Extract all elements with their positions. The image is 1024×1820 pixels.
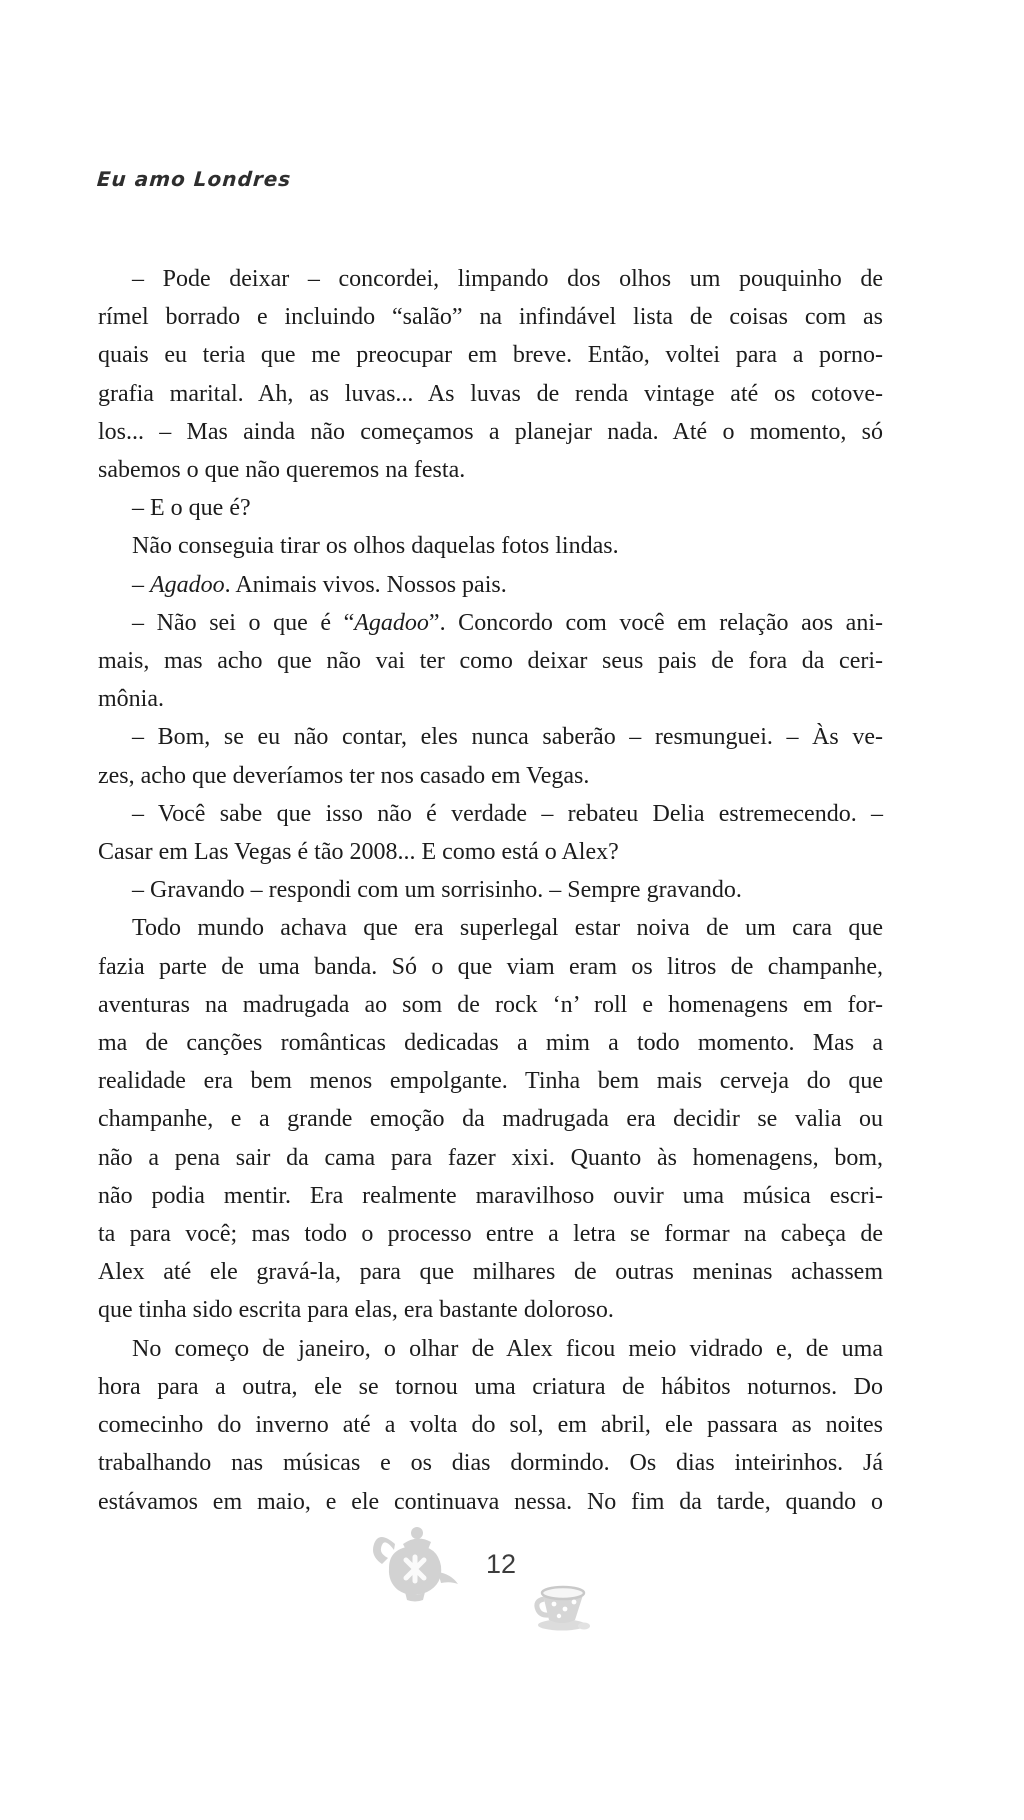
running-header-book-title: Eu amo Londres <box>96 167 293 191</box>
paragraph <box>98 909 883 1329</box>
text-line: Todo mundo achava que era superlegal estar noiva de um cara que <box>132 915 883 942</box>
text-line: sabemos o que não queremos na festa. <box>98 457 466 484</box>
paragraph <box>98 260 883 489</box>
text-line: hora para a outra, ele se tornou uma criatura de hábitos noturnos. Do <box>98 1373 883 1400</box>
text-line: los... – Mas ainda não começamos a planejar nada. Até o momento, só <box>98 418 883 445</box>
text-line: mais, mas acho que não vai ter como deixar seus pais de fora da ceri- <box>98 648 883 675</box>
text-line: – Não sei o que é “Agadoo”. Concordo com você em relação aos ani- <box>132 609 883 636</box>
paragraph <box>98 527 883 565</box>
text-line: mônia. <box>98 686 164 713</box>
paragraph <box>98 871 883 909</box>
text-line: realidade era bem menos empolgante. Tinha bem mais cerveja do que <box>98 1068 883 1095</box>
paragraph <box>98 718 883 794</box>
text-line: Não conseguia tirar os olhos daquelas fotos lindas. <box>132 533 619 560</box>
body-text <box>98 260 883 1521</box>
text-line: – Bom, se eu não contar, eles nunca saberão – resmunguei. – Às ve- <box>132 724 883 751</box>
text-line: No começo de janeiro, o olhar de Alex ficou meio vidrado e, de uma <box>132 1335 883 1362</box>
text-line: – Agadoo. Animais vivos. Nossos pais. <box>132 571 507 598</box>
paragraph <box>98 489 883 527</box>
text-line: trabalhando nas músicas e os dias dormindo. Os dias inteirinhos. Já <box>98 1450 883 1477</box>
text-line: Alex até ele gravá-la, para que milhares de outras meninas achassem <box>98 1259 883 1286</box>
text-line: não a pena sair da cama para fazer xixi. Quanto às homenagens, bom, <box>98 1144 883 1171</box>
text-line: grafia marital. Ah, as luvas... As luvas de renda vintage até os cotove- <box>98 380 883 407</box>
text-line: – Pode deixar – concordei, limpando dos olhos um pouquinho de <box>132 266 883 292</box>
text-line: champanhe, e a grande emoção da madrugada era decidir se valia ou <box>98 1106 883 1133</box>
text-line: aventuras na madrugada ao som de rock ‘n’ roll e homenagens em for- <box>98 991 883 1018</box>
text-line: não podia mentir. Era realmente maravilhoso ouvir uma música escri- <box>98 1182 883 1209</box>
paragraph <box>98 1330 883 1521</box>
text-line: Casar em Las Vegas é tão 2008... E como está o Alex? <box>98 839 619 866</box>
text-line: fazia parte de uma banda. Só o que viam eram os litros de champanhe, <box>98 953 883 980</box>
text-line: – Gravando – respondi com um sorrisinho. – Sempre gravando. <box>132 877 742 904</box>
paragraph <box>98 566 883 604</box>
paragraph <box>98 604 883 719</box>
text-line: rímel borrado e incluindo “salão” na infindável lista de coisas com as <box>98 304 883 331</box>
text-line: zes, acho que deveríamos ter nos casado em Vegas. <box>98 762 590 789</box>
text-line: que tinha sido escrita para elas, era bastante doloroso. <box>98 1297 614 1324</box>
text-line: – E o que é? <box>132 495 251 522</box>
teapot-icon <box>365 1522 465 1604</box>
teacup-icon <box>532 1582 596 1632</box>
text-line: ta para você; mas todo o processo entre a letra se formar na cabeça de <box>98 1221 883 1248</box>
text-line: ma de canções românticas dedicadas a mim a todo momento. Mas a <box>98 1030 883 1057</box>
text-line: quais eu teria que me preocupar em breve. Então, voltei para a porno- <box>98 342 883 369</box>
text-line: – Você sabe que isso não é verdade – rebateu Delia estremecendo. – <box>132 800 883 827</box>
text-line: comecinho do inverno até a volta do sol, em abril, ele passara as noites <box>98 1412 883 1439</box>
paragraph <box>98 795 883 871</box>
page-number: 12 <box>485 1549 517 1579</box>
text-line: estávamos em maio, e ele continuava nessa. No fim da tarde, quando o <box>98 1488 883 1515</box>
